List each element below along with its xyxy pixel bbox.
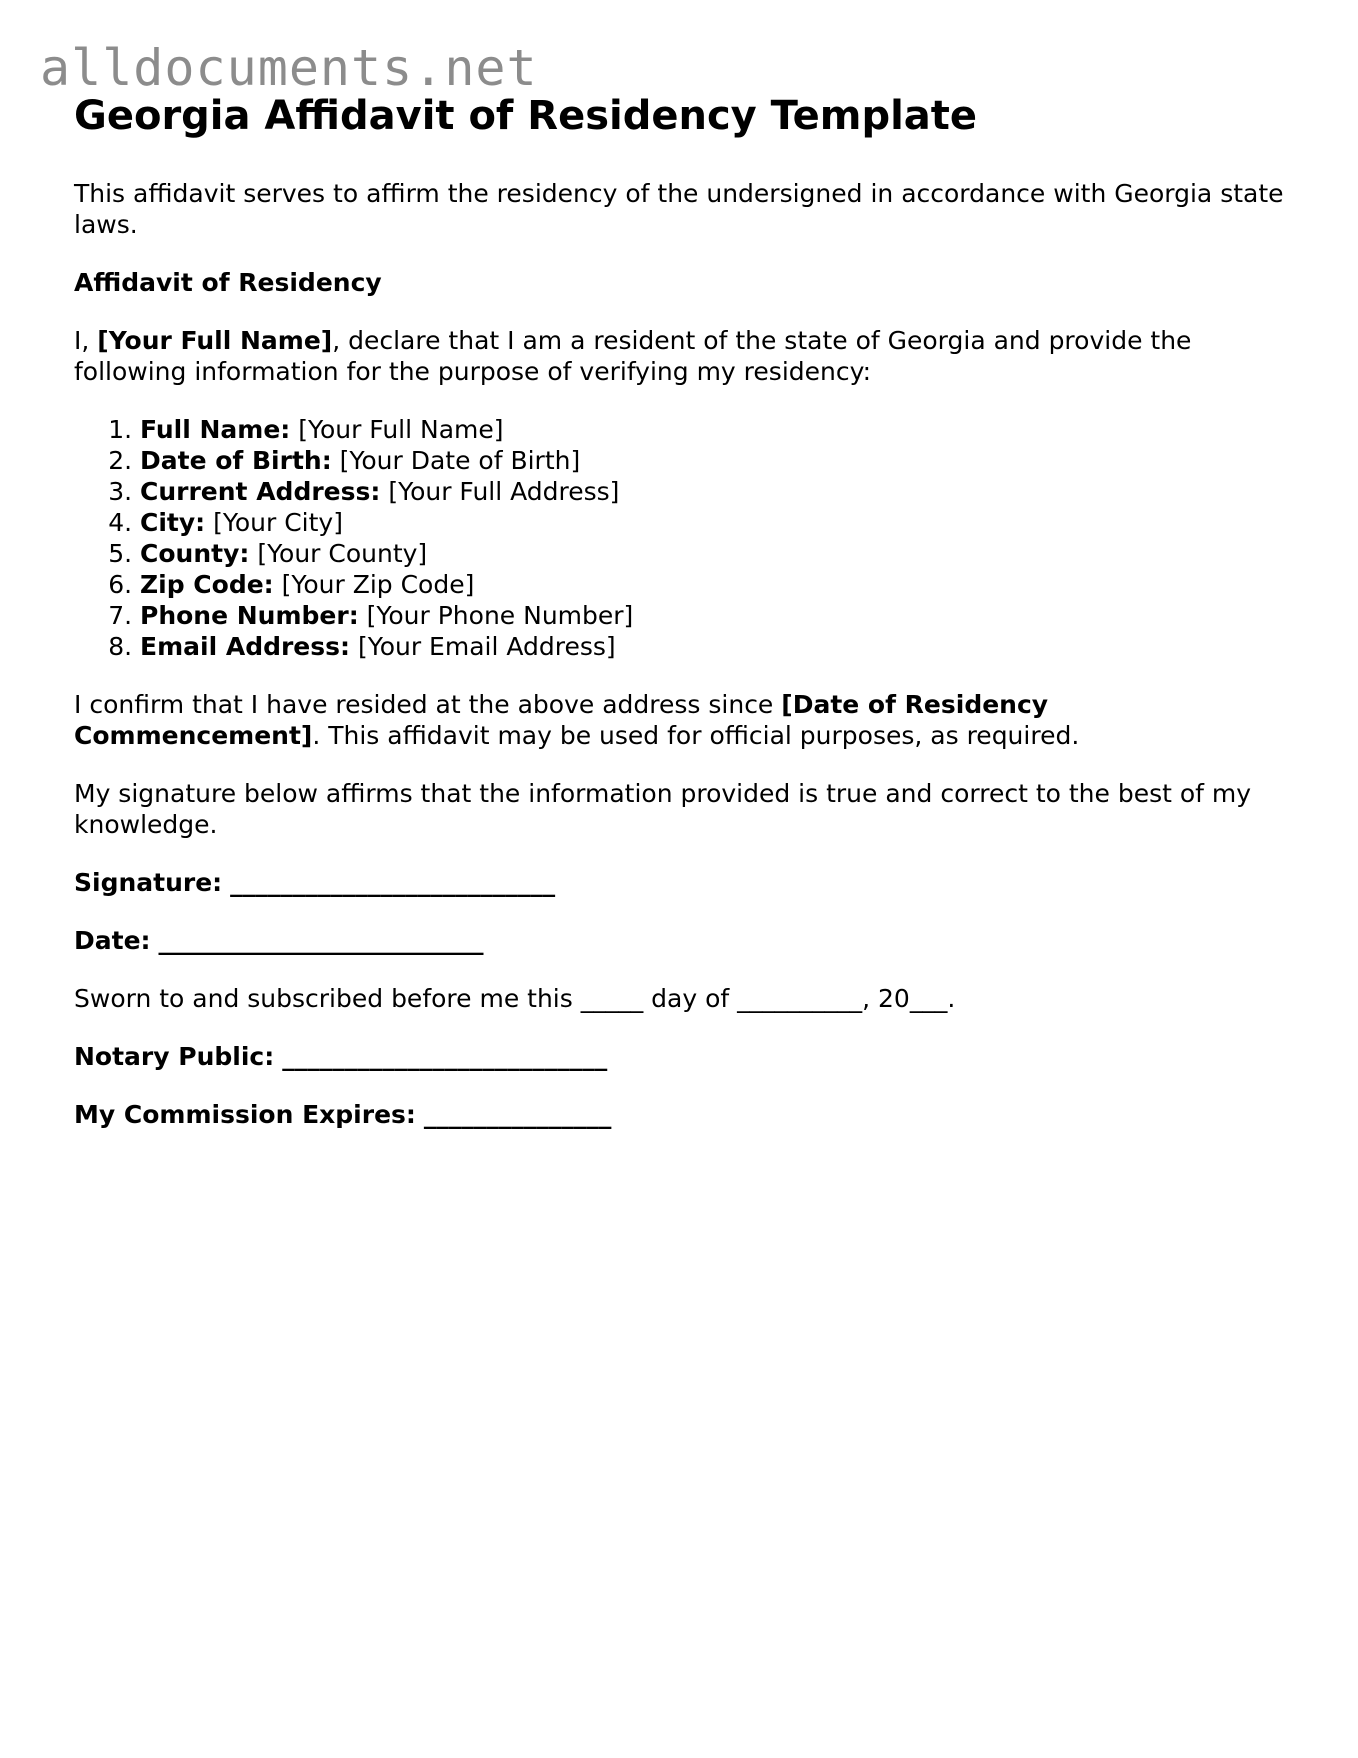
field-value: [Your Full Address]	[388, 477, 620, 506]
date-label: Date:	[74, 926, 151, 955]
list-item-current-address	[140, 476, 1294, 507]
field-label: City:	[140, 508, 206, 537]
list-item-date-of-birth	[140, 445, 1294, 476]
field-label: County:	[140, 539, 250, 568]
field-value: [Your Full Name]	[298, 415, 504, 444]
declaration-suffix: , declare that I am a resident of the state of Georgia and provide the following information for the purpose of verifying my residency:	[74, 326, 1192, 386]
date-line	[74, 925, 1294, 956]
section-heading: Affidavit of Residency	[74, 268, 382, 297]
confirmation-suffix: . This affidavit may be used for official purposes, as required.	[312, 721, 1080, 750]
field-value: [Your Date of Birth]	[339, 446, 581, 475]
confirmation-prefix: I confirm that I have resided at the above address since	[74, 690, 782, 719]
commission-label: My Commission Expires:	[74, 1100, 416, 1129]
date-blank: __________________________	[158, 926, 484, 955]
sworn-statement: Sworn to and subscribed before me this _____ day of __________, 20___.	[74, 984, 956, 1013]
list-item-phone-number	[140, 600, 1294, 631]
confirmation-paragraph	[74, 689, 1294, 751]
document-body	[74, 90, 1294, 1157]
declaration-paragraph	[74, 325, 1294, 387]
field-label: Email Address:	[140, 632, 351, 661]
field-value: [Your County]	[257, 539, 428, 568]
residency-date-placeholder: [Date of Residency Commencement]	[74, 690, 1049, 750]
declaration-prefix: I,	[74, 326, 98, 355]
field-label: Zip Code:	[140, 570, 274, 599]
field-label: Date of Birth:	[140, 446, 332, 475]
signature-line	[74, 867, 1294, 898]
notary-label: Notary Public:	[74, 1042, 275, 1071]
field-label: Full Name:	[140, 415, 291, 444]
signature-blank: __________________________	[230, 868, 556, 897]
field-label: Phone Number:	[140, 601, 359, 630]
field-value: [Your City]	[213, 508, 343, 537]
notary-blank: __________________________	[282, 1042, 608, 1071]
name-placeholder: [Your Full Name]	[97, 326, 333, 355]
signature-label: Signature:	[74, 868, 223, 897]
field-value: [Your Phone Number]	[366, 601, 634, 630]
list-item-email-address	[140, 631, 1294, 662]
commission-blank: _______________	[423, 1100, 612, 1129]
intro-paragraph: This affidavit serves to affirm the residency of the undersigned in accordance with Georgia state laws.	[74, 179, 1284, 239]
affirmation-paragraph: My signature below affirms that the information provided is true and correct to the best of my knowledge.	[74, 779, 1252, 839]
list-item-full-name	[140, 414, 1294, 445]
commission-line	[74, 1099, 1294, 1130]
info-field-list	[74, 414, 1294, 662]
document-title: Georgia Affidavit of Residency Template	[74, 93, 978, 139]
list-item-county	[140, 538, 1294, 569]
field-value: [Your Email Address]	[357, 632, 616, 661]
field-label: Current Address:	[140, 477, 381, 506]
list-item-city	[140, 507, 1294, 538]
notary-line	[74, 1041, 1294, 1072]
list-item-zip-code	[140, 569, 1294, 600]
watermark: alldocuments.net	[40, 39, 538, 97]
field-value: [Your Zip Code]	[281, 570, 475, 599]
